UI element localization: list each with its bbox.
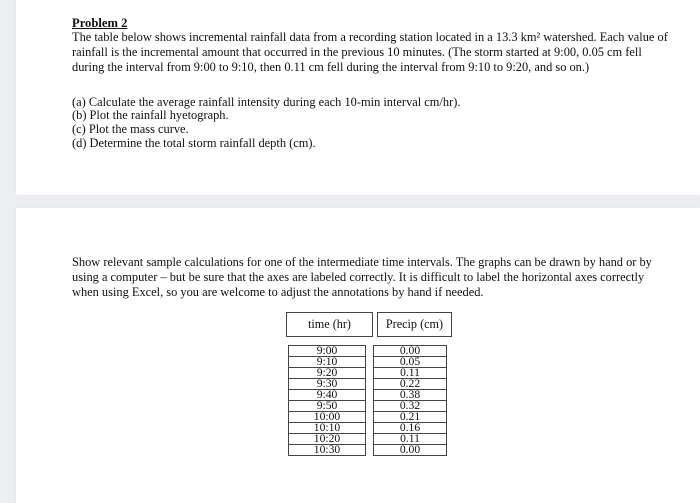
problem-intro: The table below shows incremental rainfall data from a recording station located in a 13.3 km² watershed. Each value of rainfall is the incremental amount that occurred in the previous 10 minutes. (The storm started at 9:00, 0.05 cm fell during the interval from 9:00 to 9:10, then 0.11 cm fell during the interval from 9:10 to 9:20, and so on.) bbox=[72, 30, 668, 74]
instructions-text: Show relevant sample calculations for one of the intermediate time intervals. The graphs can be drawn by hand or by using a computer – but be sure that the axes are labeled correctly. It is difficult to label the horizontal axes correctly when using Excel, so you are welcome to adjust the annotations by hand if needed. bbox=[72, 255, 652, 299]
table-row bbox=[289, 379, 447, 390]
column-gap bbox=[366, 379, 374, 390]
table-row bbox=[289, 401, 447, 412]
table-row bbox=[289, 412, 447, 423]
column-gap bbox=[366, 445, 374, 456]
time-column-header: time (hr) bbox=[286, 312, 373, 337]
precip-column-header: Precip (cm) bbox=[377, 312, 452, 337]
rainfall-table bbox=[288, 345, 447, 456]
table-row bbox=[289, 357, 447, 368]
column-gap bbox=[366, 412, 374, 423]
time-cell: 9:50 bbox=[289, 401, 366, 412]
precip-cell: 0.38 bbox=[374, 390, 447, 401]
table-row bbox=[289, 390, 447, 401]
time-cell: 9:10 bbox=[289, 357, 366, 368]
precip-cell: 0.16 bbox=[374, 423, 447, 434]
task-d: (d) Determine the total storm rainfall depth (cm). bbox=[72, 136, 316, 150]
column-gap bbox=[366, 434, 374, 445]
table-row bbox=[289, 434, 447, 445]
precip-cell: 0.11 bbox=[374, 434, 447, 445]
precip-cell: 0.05 bbox=[374, 357, 447, 368]
column-gap bbox=[366, 368, 374, 379]
problem-title: Problem 2 bbox=[72, 16, 128, 30]
table-header bbox=[286, 312, 452, 337]
task-a: (a) Calculate the average rainfall intensity during each 10-min interval cm/hr). bbox=[72, 95, 461, 109]
precip-cell: 0.00 bbox=[374, 346, 447, 357]
table-row bbox=[289, 423, 447, 434]
task-b: (b) Plot the rainfall hyetograph. bbox=[72, 108, 229, 122]
task-c: (c) Plot the mass curve. bbox=[72, 122, 189, 136]
column-gap bbox=[366, 346, 374, 357]
column-gap bbox=[366, 357, 374, 368]
time-cell: 9:30 bbox=[289, 379, 366, 390]
precip-cell: 0.00 bbox=[374, 445, 447, 456]
problem-card bbox=[16, 0, 700, 195]
column-gap bbox=[366, 423, 374, 434]
table-row bbox=[289, 445, 447, 456]
precip-cell: 0.22 bbox=[374, 379, 447, 390]
time-cell: 9:40 bbox=[289, 390, 366, 401]
time-cell: 10:10 bbox=[289, 423, 366, 434]
time-cell: 10:20 bbox=[289, 434, 366, 445]
time-cell: 9:20 bbox=[289, 368, 366, 379]
column-gap bbox=[366, 401, 374, 412]
table-row bbox=[289, 368, 447, 379]
time-cell: 10:30 bbox=[289, 445, 366, 456]
precip-cell: 0.21 bbox=[374, 412, 447, 423]
table-row bbox=[289, 346, 447, 357]
time-cell: 9:00 bbox=[289, 346, 366, 357]
precip-cell: 0.11 bbox=[374, 368, 447, 379]
precip-cell: 0.32 bbox=[374, 401, 447, 412]
column-gap bbox=[366, 390, 374, 401]
time-cell: 10:00 bbox=[289, 412, 366, 423]
